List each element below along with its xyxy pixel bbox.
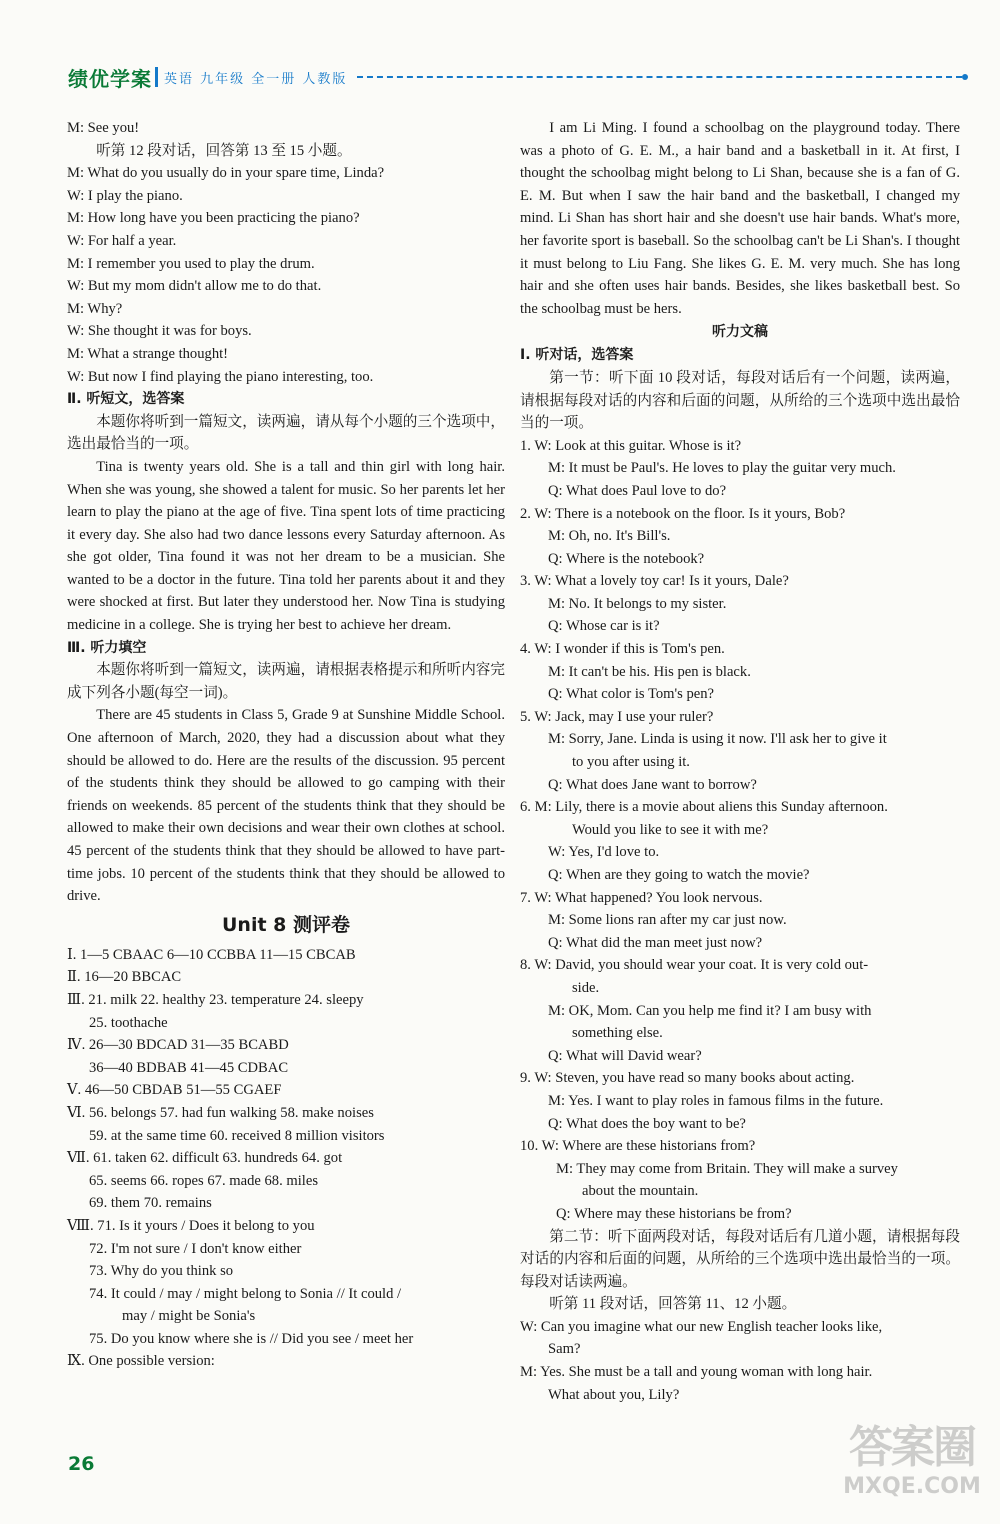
answer-line: 59. at the same time 60. received 8 million visitors <box>89 1127 385 1144</box>
dialog-line: W: For half a year. <box>67 232 177 249</box>
transcript-line: M: Oh, no. It's Bill's. <box>548 528 671 545</box>
dialog-line: W: Can you imagine what our new English teacher looks like, <box>520 1318 883 1335</box>
transcript-line: 5. W: Jack, may I use your ruler? <box>520 708 714 725</box>
transcript-section-1-heading: Ⅰ. 听对话，选答案 <box>520 347 634 364</box>
transcript-line: M: Some lions ran after my car just now. <box>548 912 787 929</box>
transcript-line: 9. W: Steven, you have read so many books about acting. <box>520 1070 855 1087</box>
section-3-instructions: 本题你将听到一篇短文，读两遍，请根据表格提示和所听内容完成下列各小题(每空一词)。 <box>67 662 505 701</box>
right-column <box>520 117 960 1406</box>
transcript-line: Q: Whose car is it? <box>548 618 660 635</box>
unit-test-title: Unit 8 测评卷 <box>222 913 350 936</box>
dialog-12-intro: 听第 12 段对话，回答第 13 至 15 小题。 <box>96 142 352 159</box>
brand-title: 绩优学案 <box>68 66 152 91</box>
answer-line: Ⅴ. 46—50 CBDAB 51—55 CGAEF <box>67 1082 282 1099</box>
answer-line: 72. I'm not sure / I don't know either <box>89 1240 302 1257</box>
answer-line: 69. them 70. remains <box>89 1195 212 1212</box>
answer-line: 25. toothache <box>89 1014 168 1031</box>
header-rule-dot <box>962 74 968 80</box>
transcript-line: Q: Where is the notebook? <box>548 550 705 567</box>
transcript-line: to you after using it. <box>572 754 690 771</box>
transcript-title: 听力文稿 <box>712 324 768 341</box>
transcript-line: 10. W: Where are these historians from? <box>520 1138 756 1155</box>
transcript-line: Q: Where may these historians be from? <box>556 1205 792 1222</box>
answer-line: Ⅱ. 16—20 BBCAC <box>67 969 182 986</box>
transcript-line: Q: When are they going to watch the movie? <box>548 867 810 883</box>
section-2-passage: Tina is twenty years old. She is a tall and thin girl with long hair. When she was young, she showed a talent for music. So her parents let her learn to play the piano at the age of five. Tina spent lots of time practicing it every day. She also had two dance lessons every Saturday afternoon. As she got older, Tina found it was not her dream to be a musician. She wanted to be a doctor in the future. Tina told her parents about it and they were shocked at first. But later they understood her. Now Tina is studying medicine in a college. She is trying her best to achieve her dream. <box>67 458 505 634</box>
transcript-line: 2. W: There is a notebook on the floor. Is it yours, Bob? <box>520 505 846 522</box>
transcript-line: Q: What did the man meet just now? <box>548 934 763 951</box>
dialog-line: M: What do you usually do in your spare time, Linda? <box>67 165 385 182</box>
transcript-line: something else. <box>572 1025 663 1042</box>
answer-line: Ⅰ. 1—5 CBAAC 6—10 CCBBA 11—15 CBCAB <box>67 946 356 963</box>
transcript-section-2-instructions: 第二节：听下面两段对话，每段对话后有几道小题，请根据每段对话的内容和后面的问题，从所给的三个选项中选出最恰当的一项。每段对话读两遍。 <box>520 1228 960 1290</box>
answer-line: 74. It could / may / might belong to Sonia // It could / <box>89 1285 402 1302</box>
page-number: 26 <box>68 1453 95 1475</box>
answer-line: 75. Do you know where she is // Did you see / meet her <box>89 1330 414 1347</box>
answer-line: Ⅸ. One possible version: <box>67 1353 215 1370</box>
transcript-line: Q: What color is Tom's pen? <box>548 686 715 703</box>
dialog-11-intro: 听第 11 段对话，回答第 11、12 小题。 <box>549 1296 797 1313</box>
transcript-line: Q: What does Paul love to do? <box>548 482 727 499</box>
dialog-line: What about you, Lily? <box>548 1386 680 1403</box>
transcript-line: Q: What will David wear? <box>548 1047 702 1064</box>
answer-line: 65. seems 66. ropes 67. made 68. miles <box>89 1172 319 1189</box>
section-2-heading: Ⅱ. 听短文，选答案 <box>67 391 185 408</box>
transcript-line: 7. W: What happened? You look nervous. <box>520 889 763 906</box>
section-3-heading: Ⅲ. 听力填空 <box>67 639 147 656</box>
answer-line: 36—40 BDBAB 41—45 CDBAC <box>89 1059 289 1076</box>
site-watermark <box>842 1422 982 1512</box>
sample-essay: I am Li Ming. I found a schoolbag on the playground today. There was a photo of G. E. M., a hair band and a basketball in it. At first, I thought the schoolbag might belong to Li Shan, because she is a fan of G. E. M. But when I saw the hair band and the basketball, I changed my mind. Li Shan has short hair and she doesn't use hair bands. What's more, her favorite sport is baseball. So the schoolbag can't be Li Shan's. I thought it must belong to Liu Fang. She likes G. E. M. very much. She has long hair and she often uses hair bands. Besides, she likes basketball best. So the schoolbag must be hers. <box>520 120 960 317</box>
transcript-line: 1. W: Look at this guitar. Whose is it? <box>520 437 742 454</box>
transcript-line: Q: What does the boy want to be? <box>548 1115 746 1132</box>
dialog-line: W: I play the piano. <box>67 187 183 204</box>
watermark-logo: 答案圈 <box>849 1422 975 1473</box>
transcript-line: M: It can't be his. His pen is black. <box>548 663 751 680</box>
dialog-line: W: But my mom didn't allow me to do that. <box>67 278 322 295</box>
dialog-line: M: Why? <box>67 300 123 317</box>
answer-line: Ⅲ. 21. milk 22. healthy 23. temperature 24. sleepy <box>67 991 364 1008</box>
transcript-section-1-instructions: 第一节：听下面 10 段对话，每段对话后有一个问题，读两遍，请根据每段对话的内容和后面的问题，从所给的三个选项中选出最恰当的一项。 <box>520 369 960 432</box>
answer-line: Ⅷ. 71. Is it yours / Does it belong to you <box>67 1217 315 1234</box>
transcript-line: 3. W: What a lovely toy car! Is it yours, Dale? <box>520 573 789 590</box>
answer-line: Ⅶ. 61. taken 62. difficult 63. hundreds 64. got <box>67 1150 343 1167</box>
header-dashed-rule <box>357 76 962 78</box>
section-2-instructions: 本题你将听到一篇短文，读两遍，请从每个小题的三个选项中，选出最恰当的一项。 <box>67 413 505 453</box>
dialog-line: W: She thought it was for boys. <box>67 323 252 340</box>
dialog-line: W: But now I find playing the piano interesting, too. <box>67 368 374 385</box>
transcript-line: 6. M: Lily, there is a movie about aliens this Sunday afternoon. <box>520 799 888 816</box>
transcript-line: Would you like to see it with me? <box>572 821 769 838</box>
transcript-line: M: They may come from Britain. They will make a survey <box>556 1160 898 1177</box>
brand-divider <box>155 67 158 87</box>
book-subtitle: 英语 九年级 全一册 人教版 <box>164 71 348 87</box>
transcript-line: M: OK, Mom. Can you help me find it? I am busy with <box>548 1002 872 1019</box>
transcript-line: side. <box>572 979 600 996</box>
answer-line: Ⅳ. 26—30 BDCAD 31—35 BCABD <box>67 1037 289 1054</box>
transcript-line: Q: What does Jane want to borrow? <box>548 776 757 793</box>
section-3-passage: There are 45 students in Class 5, Grade 9 at Sunshine Middle School. One afternoon of March, 2020, they had a discussion about what they should be allowed to do. Here are the results of the discussion. 95 percent of the students think they should be allowed to go camping with their friends on weekends. 85 percent of the students think that they should be allowed to make their own decisions and wear their own clothes at school. 45 percent of the students think that they should be allowed to have part-time jobs. 10 percent of the students think that they should be allowed to drive. <box>67 707 505 905</box>
dialog-line: M: How long have you been practicing the piano? <box>67 210 360 227</box>
dialog-line: M: What a strange thought! <box>67 345 229 362</box>
left-column <box>67 117 505 1373</box>
transcript-line: M: Yes. I want to play roles in famous films in the future. <box>548 1092 884 1109</box>
transcript-line: W: Yes, I'd love to. <box>548 844 660 861</box>
dialog-line: M: See you! <box>67 120 140 136</box>
watermark-url: MXQE.COM <box>843 1474 981 1499</box>
answer-line: 73. Why do you think so <box>89 1263 234 1280</box>
transcript-line: M: Sorry, Jane. Linda is using it now. I'll ask her to give it <box>548 731 887 748</box>
dialog-line: M: Yes. She must be a tall and young woman with long hair. <box>520 1364 873 1381</box>
transcript-line: 4. W: I wonder if this is Tom's pen. <box>520 641 725 658</box>
answer-line: may / might be Sonia's <box>122 1308 256 1325</box>
transcript-line: 8. W: David, you should wear your coat. It is very cold out- <box>520 957 869 974</box>
page-header <box>68 62 968 92</box>
dialog-line: M: I remember you used to play the drum. <box>67 255 315 272</box>
answer-line: Ⅵ. 56. belongs 57. had fun walking 58. make noises <box>67 1104 374 1121</box>
dialog-line: Sam? <box>548 1341 581 1358</box>
transcript-line: M: No. It belongs to my sister. <box>548 595 727 612</box>
transcript-line: about the mountain. <box>582 1183 699 1200</box>
transcript-line: M: It must be Paul's. He loves to play the guitar very much. <box>548 460 896 477</box>
